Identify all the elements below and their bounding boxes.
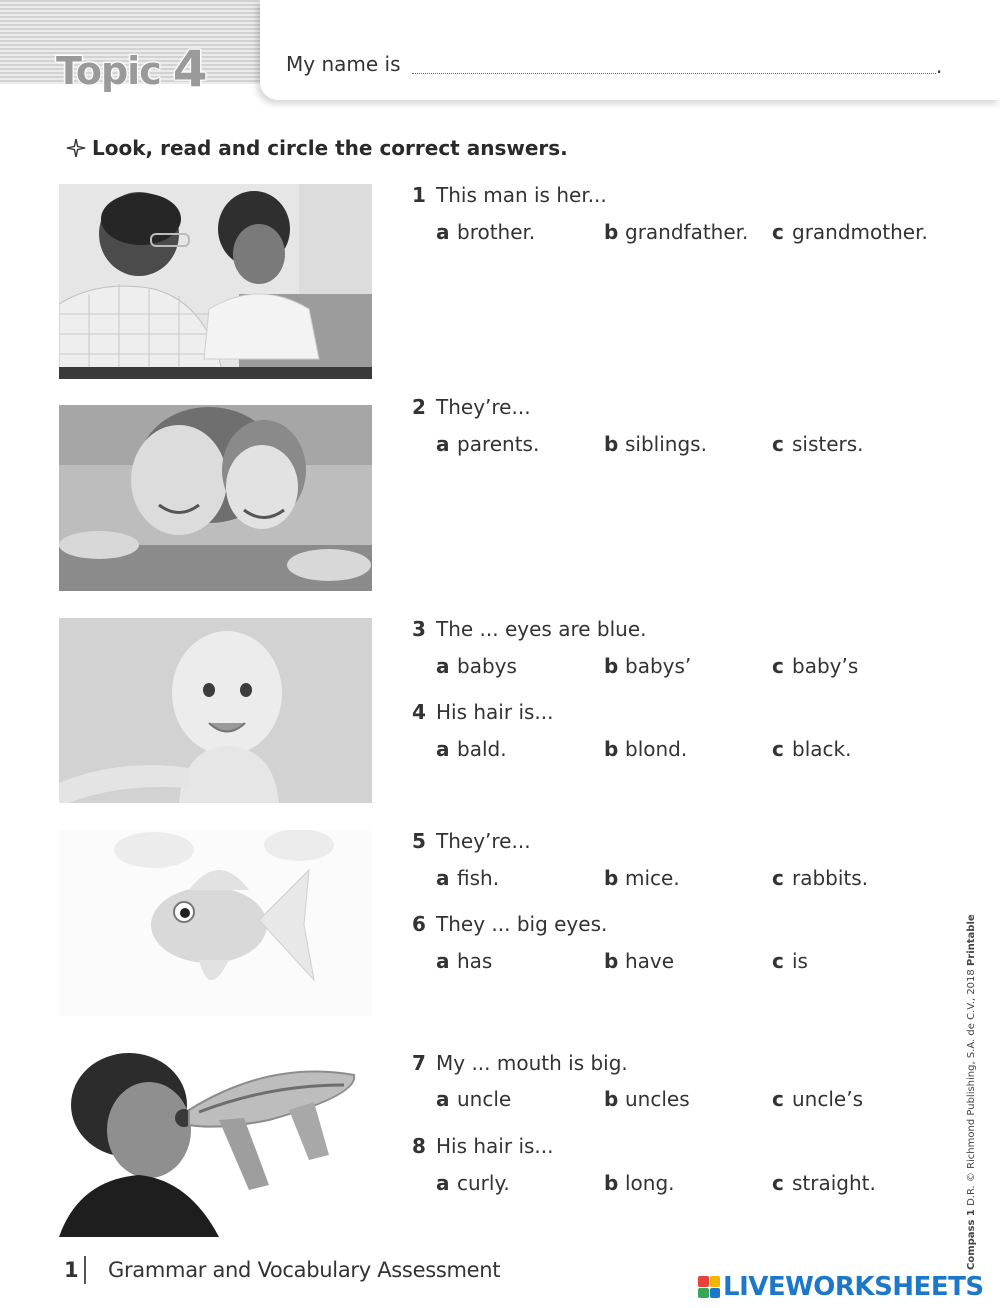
option-letter: c bbox=[772, 432, 784, 456]
option-letter: c bbox=[772, 949, 784, 973]
option-letter: a bbox=[436, 1171, 450, 1195]
option-letter: a bbox=[436, 1087, 450, 1111]
option-5b[interactable]: mice. bbox=[625, 866, 680, 890]
photo-grandfather-girl bbox=[59, 184, 372, 379]
question-number: 4 bbox=[412, 700, 426, 724]
option-letter: b bbox=[604, 1171, 619, 1195]
question-text: This man is her... bbox=[436, 183, 607, 207]
page-number: 1 bbox=[64, 1258, 79, 1282]
question-text: His hair is... bbox=[436, 1134, 554, 1158]
question-text: The ... eyes are blue. bbox=[436, 617, 647, 641]
option-letter: b bbox=[604, 432, 619, 456]
liveworksheets-logo bbox=[698, 1272, 984, 1302]
option-letter: a bbox=[436, 949, 450, 973]
option-6c[interactable]: is bbox=[792, 949, 808, 973]
option-letter: a bbox=[436, 737, 450, 761]
option-4a[interactable]: bald. bbox=[457, 737, 507, 761]
option-letter: a bbox=[436, 866, 450, 890]
option-3b[interactable]: babys’ bbox=[625, 654, 692, 678]
option-letter: b bbox=[604, 737, 619, 761]
footer-title: Grammar and Vocabulary Assessment bbox=[108, 1258, 501, 1282]
instruction bbox=[66, 136, 568, 160]
sparkle-icon bbox=[66, 138, 86, 158]
option-letter: c bbox=[772, 866, 784, 890]
option-1c[interactable]: grandmother. bbox=[792, 220, 928, 244]
option-8c[interactable]: straight. bbox=[792, 1171, 876, 1195]
footer-divider bbox=[84, 1256, 86, 1284]
question-number: 2 bbox=[412, 395, 426, 419]
option-3c[interactable]: baby’s bbox=[792, 654, 859, 678]
option-letter: c bbox=[772, 1171, 784, 1195]
question-text: My ... mouth is big. bbox=[436, 1051, 628, 1075]
option-letter: c bbox=[772, 737, 784, 761]
topic-number: 4 bbox=[172, 40, 207, 98]
question-number: 3 bbox=[412, 617, 426, 641]
option-letter: a bbox=[436, 432, 450, 456]
question-number: 6 bbox=[412, 912, 426, 936]
option-letter: b bbox=[604, 1087, 619, 1111]
option-letter: b bbox=[604, 220, 619, 244]
option-6a[interactable]: has bbox=[457, 949, 493, 973]
question-text: They’re... bbox=[436, 395, 531, 419]
question-text: They’re... bbox=[436, 829, 531, 853]
question-number: 5 bbox=[412, 829, 426, 853]
photo-goldfish bbox=[59, 830, 372, 1016]
copyright-text: D.R. © Richmond Publishing, S.A. de C.V., 2018 bbox=[966, 969, 977, 1206]
copyright-notice bbox=[966, 914, 977, 1270]
photo-siblings bbox=[59, 405, 372, 591]
option-5a[interactable]: fish. bbox=[457, 866, 500, 890]
photo-baby bbox=[59, 618, 372, 803]
option-1a[interactable]: brother. bbox=[457, 220, 536, 244]
option-letter: b bbox=[604, 949, 619, 973]
question-number: 7 bbox=[412, 1051, 426, 1075]
instruction-text: Look, read and circle the correct answers. bbox=[92, 136, 568, 160]
option-4c[interactable]: black. bbox=[792, 737, 852, 761]
question-number: 8 bbox=[412, 1134, 426, 1158]
option-letter: b bbox=[604, 654, 619, 678]
option-2a[interactable]: parents. bbox=[457, 432, 540, 456]
question-text: They ... big eyes. bbox=[436, 912, 608, 936]
option-letter: a bbox=[436, 654, 450, 678]
option-7b[interactable]: uncles bbox=[625, 1087, 690, 1111]
name-panel bbox=[260, 0, 1000, 100]
option-3a[interactable]: babys bbox=[457, 654, 517, 678]
option-2c[interactable]: sisters. bbox=[792, 432, 864, 456]
option-6b[interactable]: have bbox=[625, 949, 675, 973]
option-4b[interactable]: blond. bbox=[625, 737, 688, 761]
option-letter: c bbox=[772, 1087, 784, 1111]
option-5c[interactable]: rabbits. bbox=[792, 866, 869, 890]
option-letter: b bbox=[604, 866, 619, 890]
option-2b[interactable]: siblings. bbox=[625, 432, 707, 456]
option-letter: c bbox=[772, 654, 784, 678]
photo-man-sandwich bbox=[59, 1040, 372, 1237]
name-label: My name is bbox=[286, 52, 401, 76]
liveworksheets-wordmark: LIVEWORKSHEETS bbox=[723, 1272, 984, 1302]
option-8a[interactable]: curly. bbox=[457, 1171, 510, 1195]
topic-word: Topic bbox=[56, 49, 161, 93]
liveworksheets-icon bbox=[698, 1276, 720, 1298]
topic-title bbox=[56, 38, 207, 96]
copyright-tag: Printable bbox=[966, 914, 977, 967]
option-8b[interactable]: long. bbox=[625, 1171, 675, 1195]
question-number: 1 bbox=[412, 183, 426, 207]
option-7c[interactable]: uncle’s bbox=[792, 1087, 863, 1111]
option-letter: c bbox=[772, 220, 784, 244]
name-input[interactable] bbox=[412, 73, 936, 74]
option-1b[interactable]: grandfather. bbox=[625, 220, 749, 244]
option-7a[interactable]: uncle bbox=[457, 1087, 512, 1111]
question-text: His hair is... bbox=[436, 700, 554, 724]
option-letter: a bbox=[436, 220, 450, 244]
name-period: . bbox=[936, 54, 943, 78]
copyright-book: Compass 1 bbox=[966, 1209, 977, 1270]
